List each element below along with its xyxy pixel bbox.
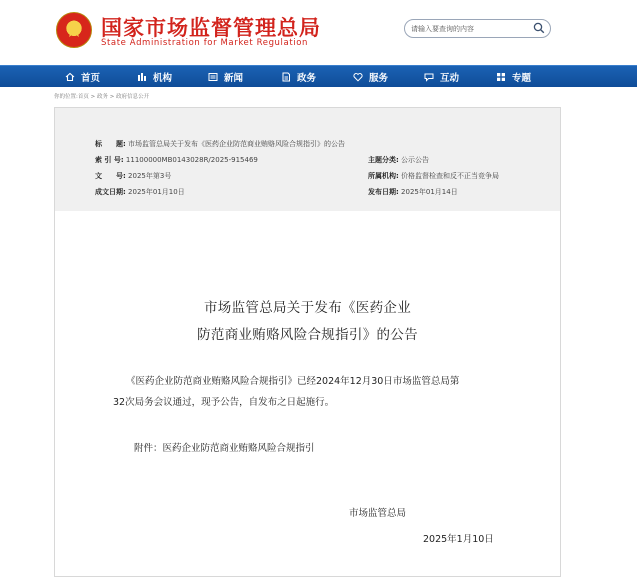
news-icon (208, 72, 218, 82)
meta-title-value: 市场监管总局关于发布《医药企业防范商业贿赂风险合规指引》的公告 (128, 140, 346, 148)
site-title[interactable]: 国家市场监督管理总局 (101, 16, 321, 40)
nav-service-label: 服务 (369, 72, 389, 84)
breadcrumb-affairs[interactable]: 政务 (96, 94, 108, 100)
nav-home[interactable] (65, 66, 100, 87)
meta-category-row (368, 156, 429, 165)
meta-index-value: 11100000MB0143028R/2025-915469 (125, 156, 258, 164)
nav-news[interactable] (208, 66, 243, 87)
nav-news-label: 新闻 (224, 72, 244, 84)
meta-published-row (368, 188, 458, 197)
nav-topic-label: 专题 (512, 72, 532, 84)
interact-icon (424, 72, 434, 82)
nav-topic[interactable] (496, 66, 531, 87)
breadcrumb-separator: > (108, 94, 117, 100)
attachment-row (134, 440, 315, 454)
nav-home-label: 首页 (81, 72, 101, 84)
site-subtitle: State Administration for Market Regulation (101, 38, 308, 48)
article-signature: 市场监管总局 (349, 508, 407, 519)
home-icon (65, 72, 75, 82)
meta-dept-row (368, 172, 499, 181)
search-box (404, 19, 551, 38)
nav-interact-label: 互动 (440, 72, 460, 84)
meta-docno-value: 2025年第3号 (128, 172, 172, 180)
national-emblem-icon[interactable] (56, 12, 92, 48)
metadata-box (55, 108, 560, 211)
article-paragraph-line-1: 《医药企业防范商业贿赂风险合规指引》已经2024年12月30日市场监管总局第 (126, 376, 460, 387)
meta-docno-row (95, 172, 171, 181)
meta-published-value: 2025年01月14日 (401, 188, 458, 196)
meta-created-row (95, 188, 185, 197)
nav-affairs[interactable] (281, 66, 316, 87)
nav-affairs-label: 政务 (297, 72, 317, 84)
article-title-line-2: 防范商业贿赂风险合规指引》的公告 (197, 327, 418, 343)
attachment-link[interactable]: 医药企业防范商业贿赂风险合规指引 (162, 443, 315, 454)
site-header (0, 0, 637, 64)
nav-org-label: 机构 (153, 72, 173, 84)
main-nav (0, 65, 637, 87)
meta-published-label: 发布日期: (368, 188, 399, 196)
meta-title-row (95, 140, 345, 149)
article-date: 2025年1月10日 (423, 534, 494, 545)
breadcrumb-separator: > (88, 94, 97, 100)
breadcrumb (54, 92, 149, 100)
search-input[interactable] (411, 22, 529, 35)
meta-index-label: 索 引 号: (95, 156, 124, 164)
topic-icon (496, 72, 506, 82)
affairs-icon (281, 72, 291, 82)
meta-docno-label: 文 号: (95, 172, 126, 180)
nav-org[interactable] (137, 66, 172, 87)
breadcrumb-prefix: 你的位置: (54, 94, 78, 100)
meta-index-row (95, 156, 258, 165)
article-panel (54, 107, 561, 577)
article-title-line-1: 市场监管总局关于发布《医药企业 (204, 300, 411, 316)
breadcrumb-info-disclosure[interactable]: 政府信息公开 (116, 94, 150, 100)
nav-interact[interactable] (424, 66, 459, 87)
meta-dept-value: 价格监督检查和反不正当竞争局 (401, 172, 500, 180)
org-icon (137, 72, 147, 82)
meta-category-label: 主题分类: (368, 156, 399, 164)
service-icon (353, 72, 363, 82)
meta-category-value: 公示公告 (401, 156, 430, 164)
meta-created-label: 成文日期: (95, 188, 126, 196)
search-icon[interactable] (533, 22, 545, 34)
article-paragraph-line-2: 32次局务会议通过，现予公告，自发布之日起施行。 (113, 397, 335, 408)
nav-service[interactable] (353, 66, 388, 87)
attachment-label: 附件： (134, 443, 163, 454)
meta-title-label: 标 题: (95, 140, 126, 148)
meta-dept-label: 所属机构: (368, 172, 399, 180)
breadcrumb-home[interactable]: 首页 (77, 94, 89, 100)
meta-created-value: 2025年01月10日 (128, 188, 185, 196)
